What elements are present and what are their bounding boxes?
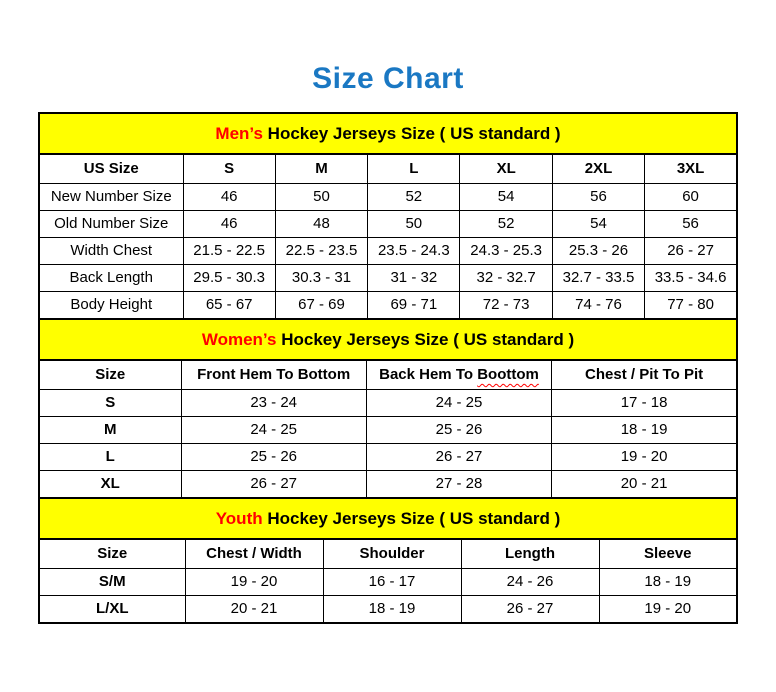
- table-cell: 60: [645, 184, 737, 211]
- table-cell: 69 - 71: [368, 292, 460, 320]
- table-cell: 26 - 27: [461, 596, 599, 624]
- table-cell: 25.3 - 26: [552, 238, 644, 265]
- table-cell: 54: [460, 184, 552, 211]
- mens-section-title-highlight: Men’s: [215, 124, 263, 143]
- youth-column-header-row: [39, 539, 737, 569]
- table-cell: 18 - 19: [323, 596, 461, 624]
- column-header: XL: [460, 154, 552, 184]
- column-header: M: [275, 154, 367, 184]
- table-cell: 77 - 80: [645, 292, 737, 320]
- table-cell: 16 - 17: [323, 569, 461, 596]
- table-cell: 26 - 27: [181, 471, 366, 499]
- youth-section-title-rest: Hockey Jerseys Size ( US standard ): [262, 509, 561, 528]
- row-label: L/XL: [39, 596, 185, 624]
- youth-size-table: [38, 497, 738, 624]
- mens-column-header-row: [39, 154, 737, 184]
- mens-section-title-rest: Hockey Jerseys Size ( US standard ): [262, 124, 561, 143]
- table-cell: 25 - 26: [366, 417, 551, 444]
- table-cell: 24 - 25: [366, 390, 551, 417]
- table-cell: 19 - 20: [552, 444, 737, 471]
- table-cell: 23.5 - 24.3: [368, 238, 460, 265]
- table-cell: 46: [183, 211, 275, 238]
- column-header-prefix: Back Hem To: [379, 366, 478, 383]
- table-cell: 25 - 26: [181, 444, 366, 471]
- table-cell: 56: [552, 184, 644, 211]
- row-label: Width Chest: [39, 238, 183, 265]
- table-cell: 32.7 - 33.5: [552, 265, 644, 292]
- womens-section-title-highlight: Women’s: [201, 330, 277, 349]
- mens-size-table: [38, 112, 738, 320]
- table-cell: 20 - 21: [552, 471, 737, 499]
- table-cell: 23 - 24: [181, 390, 366, 417]
- table-cell: 24.3 - 25.3: [460, 238, 552, 265]
- table-cell: 30.3 - 31: [275, 265, 367, 292]
- table-cell: 29.5 - 30.3: [183, 265, 275, 292]
- table-cell: 19 - 20: [185, 569, 323, 596]
- row-label: S/M: [39, 569, 185, 596]
- column-header: Front Hem To Bottom: [181, 360, 366, 390]
- table-cell: 74 - 76: [552, 292, 644, 320]
- womens-size-table: [38, 318, 738, 499]
- womens-section-title-rest: Hockey Jerseys Size ( US standard ): [276, 330, 575, 349]
- column-header: Chest / Width: [185, 539, 323, 569]
- table-cell: 26 - 27: [645, 238, 737, 265]
- table-cell: 33.5 - 34.6: [645, 265, 737, 292]
- youth-section-title-highlight: Youth: [215, 509, 263, 528]
- table-cell: 21.5 - 22.5: [183, 238, 275, 265]
- table-row: [39, 596, 737, 624]
- row-label: S: [39, 390, 181, 417]
- table-cell: 18 - 19: [552, 417, 737, 444]
- table-cell: 26 - 27: [366, 444, 551, 471]
- row-label: L: [39, 444, 181, 471]
- table-cell: 46: [183, 184, 275, 211]
- youth-section-band: [39, 498, 737, 539]
- column-header: S: [183, 154, 275, 184]
- table-cell: 27 - 28: [366, 471, 551, 499]
- table-cell: 50: [368, 211, 460, 238]
- table-row: [39, 292, 737, 320]
- row-label: Back Length: [39, 265, 183, 292]
- table-cell: 65 - 67: [183, 292, 275, 320]
- row-label: New Number Size: [39, 184, 183, 211]
- table-row: [39, 417, 737, 444]
- table-row: [39, 238, 737, 265]
- table-row: [39, 184, 737, 211]
- table-row: [39, 471, 737, 499]
- table-cell: 31 - 32: [368, 265, 460, 292]
- column-header: Shoulder: [323, 539, 461, 569]
- column-header: L: [368, 154, 460, 184]
- column-header: Length: [461, 539, 599, 569]
- table-cell: 22.5 - 23.5: [275, 238, 367, 265]
- mens-section-title: [39, 113, 737, 154]
- table-cell: 20 - 21: [185, 596, 323, 624]
- column-header-misspelled: [366, 360, 551, 390]
- column-header: Size: [39, 539, 185, 569]
- table-cell: 54: [552, 211, 644, 238]
- column-header: 3XL: [645, 154, 737, 184]
- table-row: [39, 211, 737, 238]
- table-cell: 24 - 25: [181, 417, 366, 444]
- spellcheck-squiggle-word: Boottom: [477, 366, 539, 383]
- column-header: Size: [39, 360, 181, 390]
- table-cell: 32 - 32.7: [460, 265, 552, 292]
- table-cell: 19 - 20: [599, 596, 737, 624]
- mens-section-band: [39, 113, 737, 154]
- table-row: [39, 265, 737, 292]
- table-cell: 56: [645, 211, 737, 238]
- table-cell: 52: [368, 184, 460, 211]
- column-header: US Size: [39, 154, 183, 184]
- table-cell: 48: [275, 211, 367, 238]
- row-label: Body Height: [39, 292, 183, 320]
- table-cell: 18 - 19: [599, 569, 737, 596]
- row-label: XL: [39, 471, 181, 499]
- table-row: [39, 390, 737, 417]
- table-cell: 72 - 73: [460, 292, 552, 320]
- column-header: Sleeve: [599, 539, 737, 569]
- row-label: Old Number Size: [39, 211, 183, 238]
- womens-column-header-row: [39, 360, 737, 390]
- table-cell: 67 - 69: [275, 292, 367, 320]
- youth-section-title: [39, 498, 737, 539]
- table-row: [39, 444, 737, 471]
- womens-section-band: [39, 319, 737, 360]
- table-row: [39, 569, 737, 596]
- row-label: M: [39, 417, 181, 444]
- column-header: Chest / Pit To Pit: [552, 360, 737, 390]
- table-cell: 50: [275, 184, 367, 211]
- page-title: Size Chart: [312, 62, 464, 95]
- table-cell: 24 - 26: [461, 569, 599, 596]
- table-cell: 52: [460, 211, 552, 238]
- womens-section-title: [39, 319, 737, 360]
- table-cell: 17 - 18: [552, 390, 737, 417]
- column-header: 2XL: [552, 154, 644, 184]
